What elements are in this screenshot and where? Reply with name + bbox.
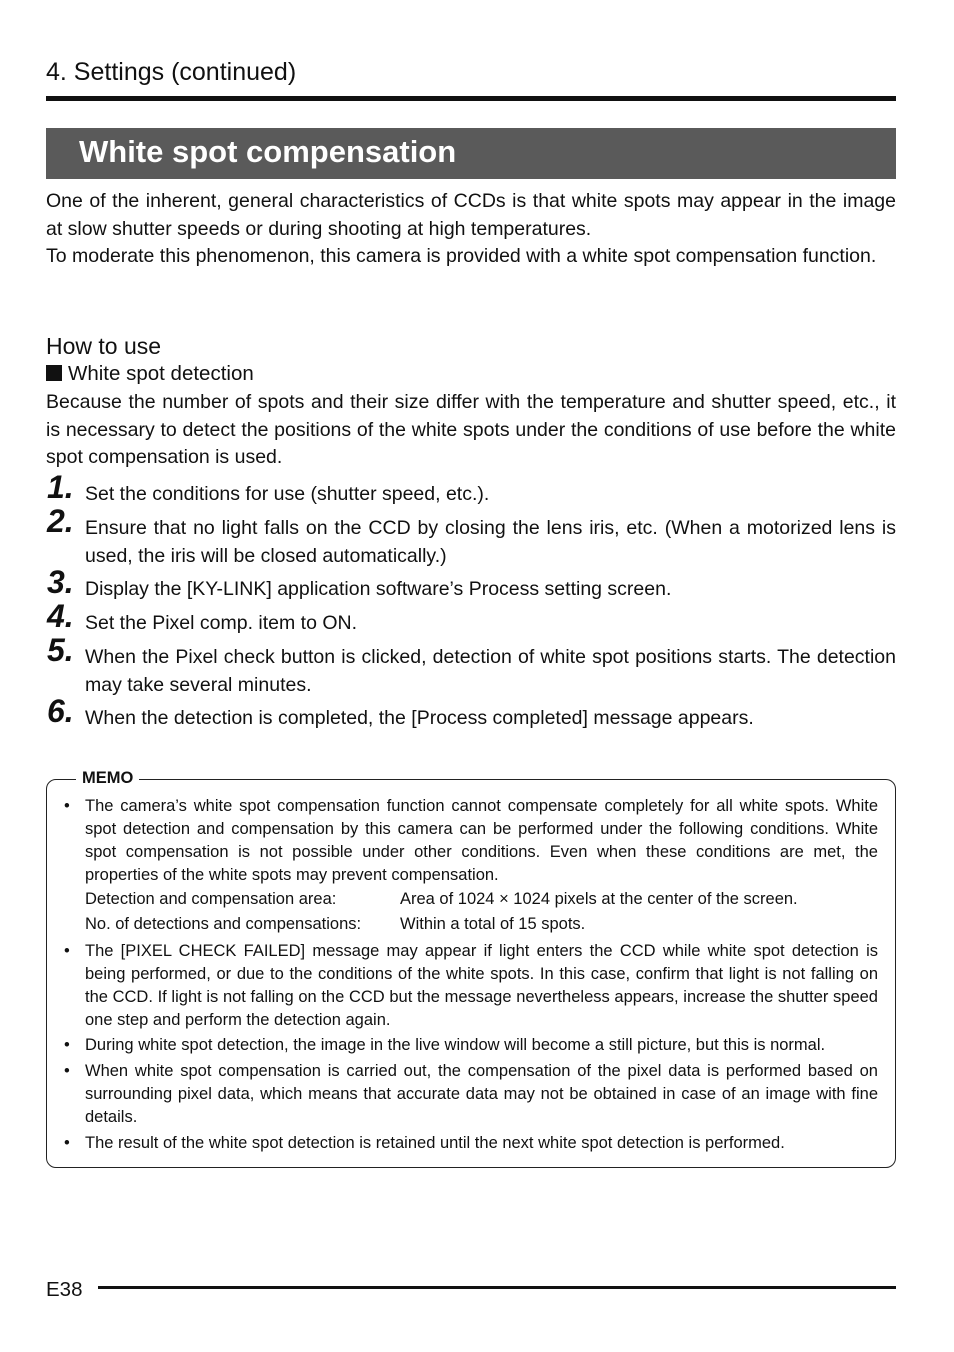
- step-text: Set the conditions for use (shutter speed, etc.).: [85, 483, 490, 505]
- spec-label: Detection and compensation area:: [85, 890, 337, 908]
- step-text: When the Pixel check button is clicked, detection of white spot positions starts. The detection may take several minutes.: [85, 646, 896, 696]
- title-bar: [46, 128, 896, 179]
- step-number: 5.: [47, 632, 74, 668]
- memo-spec-count: [85, 913, 585, 936]
- bullet-icon: •: [64, 797, 70, 815]
- square-bullet-icon: [46, 365, 62, 381]
- step-text: When the detection is completed, the [Process completed] message appears.: [85, 707, 754, 729]
- header-divider: [46, 96, 896, 101]
- page-title: White spot compensation: [79, 134, 457, 169]
- memo-item-text: When white spot compensation is carried out, the compensation of the pixel data is performed based on surrounding pixel data, which means that accurate data may not be obtained in case of an image with fine details.: [85, 1062, 878, 1126]
- memo-item-text: The [PIXEL CHECK FAILED] message may appear if light enters the CCD while white spot detection is being performed, or due to the conditions of the white spots. In this case, confirm that light is not falling on the CCD. If light is not falling on the CCD but the message nevertheless appears, increase the shutter speed one step and perform the detection again.: [85, 942, 878, 1029]
- bullet-icon: •: [64, 1036, 70, 1054]
- step-number: 3.: [47, 564, 74, 600]
- intro-paragraph-2: To moderate this phenomenon, this camera is provided with a white spot compensation function.: [46, 245, 877, 267]
- detection-description: Because the number of spots and their size differ with the temperature and shutter speed, etc., it is necessary to detect the positions of the white spots under the conditions of use before the white spot compensation is used.: [46, 391, 896, 468]
- memo-label: MEMO: [76, 769, 139, 788]
- subheading-text: White spot detection: [68, 362, 254, 385]
- footer-divider: [98, 1286, 896, 1289]
- memo-item-text: The camera’s white spot compensation function cannot compensate completely for all white spots. White spot detection and compensation by this camera can be performed under the following conditions. White spot compensation is not possible under other conditions. Even when these conditions are met, the properties of the white spots may prevent compensation.: [85, 797, 878, 884]
- spec-value: Within a total of 15 spots.: [400, 915, 586, 933]
- bullet-icon: •: [64, 1062, 70, 1080]
- spec-label: No. of detections and compensations:: [85, 915, 362, 933]
- step-number: 2.: [47, 503, 74, 539]
- intro-text: [46, 188, 896, 271]
- step-number: 4.: [47, 598, 74, 634]
- section-header: 4. Settings (continued): [46, 58, 297, 86]
- memo-spec-area: [85, 888, 798, 911]
- step-text: Ensure that no light falls on the CCD by closing the lens iris, etc. (When a motorized lens is used, the iris will be closed automatically.): [85, 517, 896, 567]
- page-number: E38: [46, 1278, 83, 1301]
- memo-item-text: The result of the white spot detection is retained until the next white spot detection is performed.: [85, 1134, 785, 1152]
- step-text: Set the Pixel comp. item to ON.: [85, 612, 358, 634]
- memo-item-text: During white spot detection, the image in the live window will become a still picture, but this is normal.: [85, 1036, 826, 1054]
- subheading: [46, 362, 254, 386]
- bullet-icon: •: [64, 1134, 70, 1152]
- step-number: 1.: [47, 469, 74, 505]
- how-to-use-heading: How to use: [46, 333, 162, 359]
- step-number: 6.: [47, 693, 74, 729]
- step-text: Display the [KY-LINK] application software’s Process setting screen.: [85, 578, 672, 600]
- intro-paragraph-1: One of the inherent, general characteristics of CCDs is that white spots may appear in the image at slow shutter speeds or during shooting at high temperatures.: [46, 190, 896, 240]
- bullet-icon: •: [64, 942, 70, 960]
- spec-value: Area of 1024 × 1024 pixels at the center of the screen.: [400, 890, 798, 908]
